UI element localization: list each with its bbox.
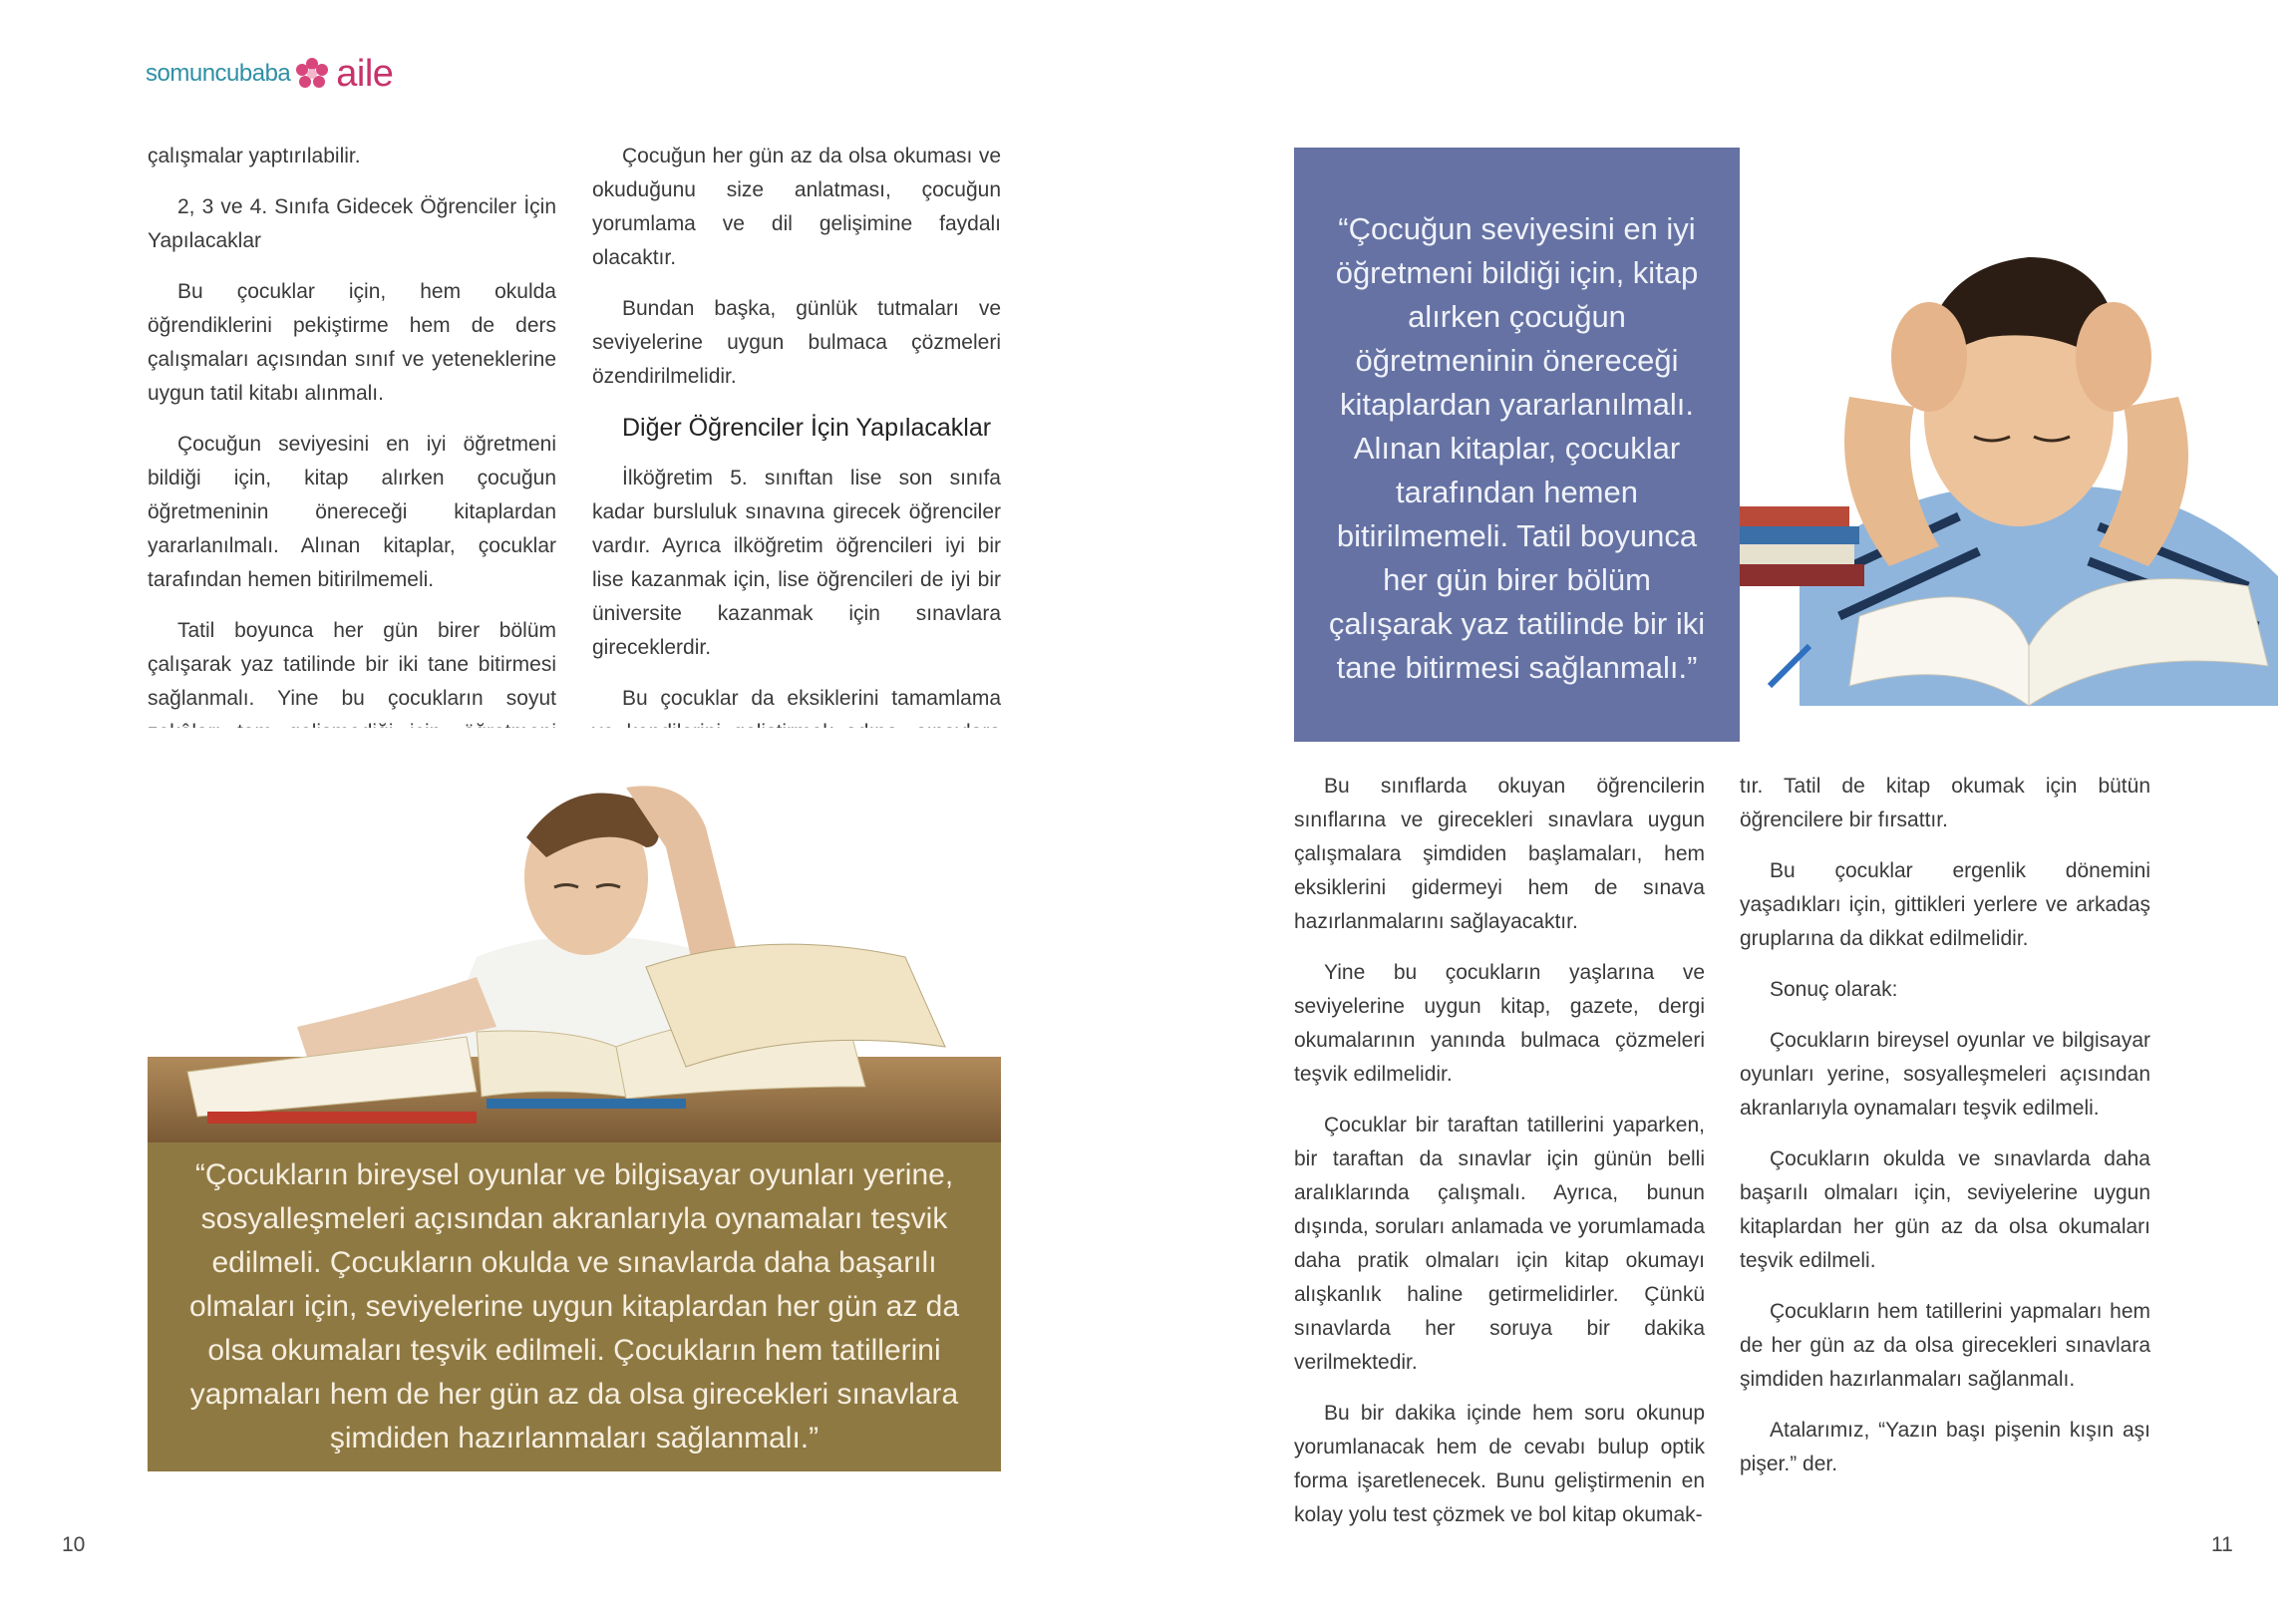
magazine-logo (146, 52, 393, 96)
pull-quote-gold-text: “Çocukların bireysel oyunlar ve bilgisayar oyunları yerine, sosyalleşmeleri açısından akranlarıyla oynamaları teşvik edilmeli. Çocukların okulda ve sınavlarda daha başarılı olmaları için, seviyelerine uygun kitaplardan her gün az da olsa okumaları teşvik edilmeli. Çocukların hem tatillerini yapmaları hem de her gün az da olsa girecekleri sınavlara şimdiden hazırlanmaları sağlanmalı.” (188, 1158, 960, 1455)
paragraph: Çocukların hem tatillerini yapmaları hem de her gün az da olsa girecekleri sınavlara şimdiden hazırlanmaları sağlanmalı. (1740, 1300, 2150, 1391)
paragraph: Tatil boyunca her gün birer bölüm çalışarak yaz tatilinde bir iki tane bitirmesi sağlanmalı. Yine bu çocukların soyut (148, 619, 556, 710)
paragraph: Çocuğun her gün az da olsa okuması ve okuduğunu size anlatması, çocuğun yorumlama ve dil gelişimine faydalı olacaktır. (592, 145, 1001, 269)
paragraph: İlköğretim 5. sınıftan lise son sınıfa kadar bursluluk sınavına girecek öğrenciler vardır. Ayrıca ilköğretim öğrencileri iyi bir lise kazanmak için, lise öğrencileri de iyi bir üniversite kazanmak için sınavlara gireceklerdir. (592, 467, 1001, 659)
paragraph: Çocuklar bir taraftan tatillerini yaparken, bir taraftan da sınavlar için günün belli aralıklarında çalışmalı. Ayrıca, bunun dışında, soruları anlamada ve yorumlamada daha pratik olmaları için kitap okumayı alışkanlık haline getirmelidirler. Çünkü sınavlarda her soruya bir dakika verilmektedir. (1294, 1114, 1705, 1374)
paragraph: Atalarımız, “Yazın başı pişenin kışın aşı pişer.” der. (1740, 1419, 2150, 1475)
logo-text-aile: aile (336, 52, 394, 95)
paragraph: Bu bir dakika içinde hem soru okunup yorumlanacak hem de cevabı bulup optik forma işaretlenecek. Bunu geliştirmenin en kolay yolu test çözmek ve bol kitap okumak- (1294, 1402, 1705, 1526)
boy-reading-illustration (1740, 148, 2296, 736)
subheading-2-3-4: 2, 3 ve 4. Sınıfa Gidecek Öğrenciler İçin Yapılacaklar (148, 195, 556, 252)
logo-text-somuncubaba: somuncubaba (146, 60, 291, 87)
paragraph: Bundan başka, günlük tutmaları ve seviyelerine uygun bulmaca çözmeleri özendirilmelidir. (592, 297, 1001, 388)
page-number-left: 10 (62, 1533, 86, 1556)
paragraph: Sonuç olarak: (1770, 978, 1898, 1001)
paragraph: Çocukların okulda ve sınavlarda daha başarılı olmaları için, seviyelerine uygun kitaplardan her gün az da olsa okumaları teşvik edilmeli. (1740, 1147, 2150, 1272)
paragraph: Çocukların bireysel oyunlar ve bilgisayar oyunları yerine, sosyalleşmeleri açısından akranlarıyla oynamaları teşvik edilmeli. (1740, 1029, 2150, 1120)
left-column-2 (592, 140, 1001, 801)
section-heading: Diğer Öğrenciler İçin Yapılacaklar (622, 414, 992, 442)
paragraph: Bu sınıflarda okuyan öğrencilerin sınıflarına ve girecekleri sınavlara uygun çalışmalara şimdiden başlamaları, hem eksiklerini gidermeyi hem de sınava hazırlanmalarını sağlayacaktır. (1294, 775, 1705, 933)
paragraph: Bu çocuklar da eksiklerini tamamlama (622, 687, 1001, 710)
boy-reading-photo (1740, 148, 2296, 736)
page-number-right: 11 (2211, 1533, 2233, 1556)
paragraph: Bu çocuklar için, hem okulda öğrendiklerini pekiştirme hem de ders çalışmaları açısından sınıf ve yeteneklerine uygun tatil kitabı alınmalı. (148, 280, 556, 405)
paragraph: çalışmalar yaptırılabilir. (148, 145, 361, 167)
right-column-1 (1294, 770, 1705, 1549)
pull-quote-blue (1294, 148, 1740, 742)
pull-quote-blue-text: “Çocuğun seviyesini en iyi öğretmeni bildiği için, kitap alırken çocuğun öğretmeninin önereceği kitaplardan yararlanılmalı. Alınan kitaplar, çocuklar tarafından hemen bitirilmemeli. Tatil boyunca her gün birer bölüm çalışarak yaz tatilinde bir iki tane bitirmesi sağlanmalı.” (1328, 211, 1706, 685)
flower-logo-icon (294, 56, 330, 92)
pull-quote-gold (148, 1142, 1001, 1471)
paragraph: Yine bu çocukların yaşlarına ve seviyelerine uygun kitap, gazete, dergi okumalarının yanında bulmaca çözmeleri teşvik edilmelidir. (1294, 961, 1705, 1086)
paragraph: tır. Tatil de kitap okumak için bütün öğrencilere bir fırsattır. (1740, 775, 2150, 831)
teen-student-illustration (148, 728, 1001, 1142)
paragraph: Çocuğun seviyesini en iyi öğretmeni bildiği için, kitap alırken çocuğun öğretmeninin önereceği kitaplardan yararlanılmalı. Alınan kitaplar, çocuklar tarafından hemen bitirilmemeli. (148, 433, 556, 591)
right-column-2 (1740, 770, 2150, 1498)
paragraph: Bu çocuklar ergenlik dönemini yaşadıkları için, gittikleri yerlere ve arkadaş gruplarına da dikkat edilmelidir. (1740, 859, 2150, 950)
teen-student-photo (148, 728, 1001, 1142)
